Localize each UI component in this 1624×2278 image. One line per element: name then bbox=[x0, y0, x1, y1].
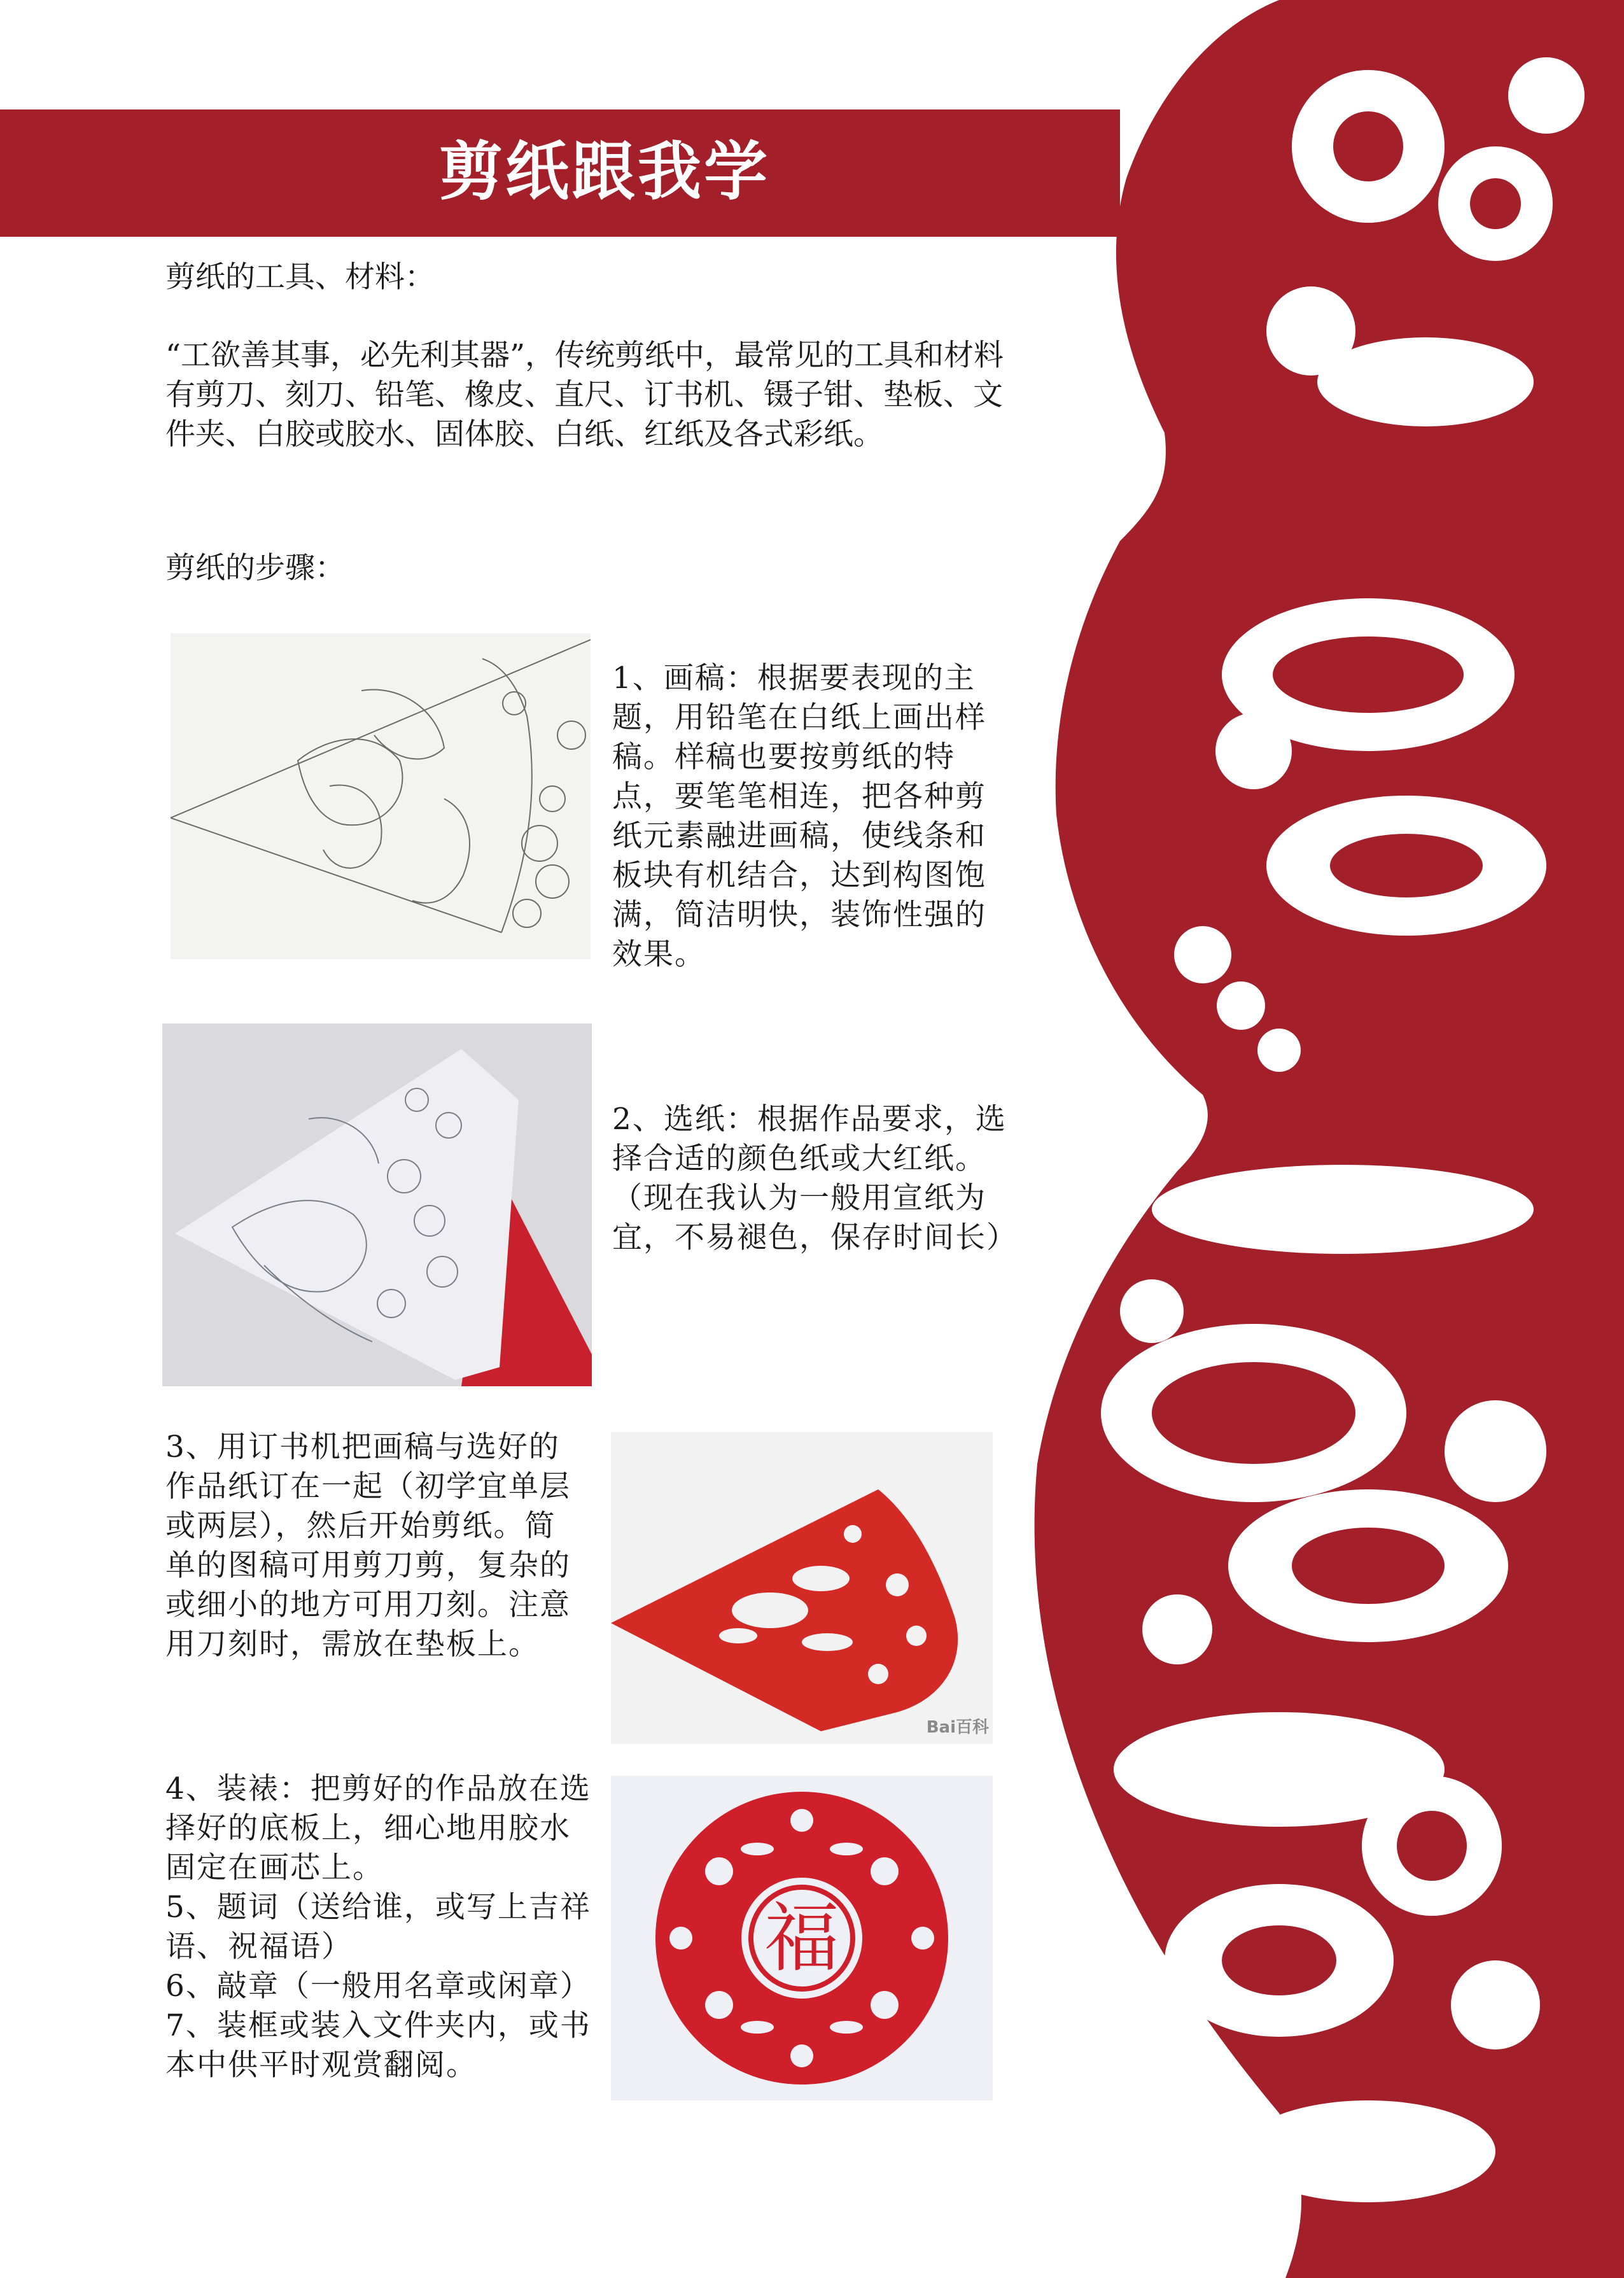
step-3-text: 3、用订书机把画稿与选好的作品纸订在一起（初学宜单层或两层），然后开始剪纸。简单的图稿可用剪刀剪，复杂的或细小的地方可用刀刻。注意用刀刻时，需放在垫板上。 bbox=[165, 1430, 571, 1662]
step-2-text: 2、选纸：根据作品要求，选择合适的颜色纸或大红纸。（现在我认为一般用宣纸为宜，不易褪色，保存时间长） bbox=[612, 1102, 1018, 1255]
step-5-line: 5、题词（送给谁，或写上吉祥语、祝福语） bbox=[165, 1890, 591, 1964]
tools-heading: 剪纸的工具、材料： bbox=[165, 260, 435, 295]
step-6-line: 6、敲章（一般用名章或闲章） bbox=[165, 1969, 591, 2004]
fu-character: 福 bbox=[764, 1894, 839, 1982]
red-papercut-fan-photo bbox=[611, 1432, 993, 1744]
step-7-line: 7、装框或装入文件夹内，或书本中供平时观赏翻阅。 bbox=[165, 2008, 591, 2083]
fu-papercut-photo bbox=[611, 1776, 993, 2100]
step-1-text: 1、画稿：根据要表现的主题，用铅笔在白纸上画出样稿。样稿也要按剪纸的特点，要笔笔相连，把各种剪纸元素融进画稿，使线条和板块有机结合，达到构图饱满，简洁明快，装饰性强的效果。 bbox=[612, 661, 986, 972]
sketch-on-red-paper-photo bbox=[162, 1023, 592, 1386]
tools-paragraph: “工欲善其事，必先利其器”，传统剪纸中，最常见的工具和材料有剪刀、刻刀、铅笔、橡皮、直尺、订书机、镊子钳、垫板、文件夹、白胶或胶水、固体胶、白纸、红纸及各式彩纸。 bbox=[165, 338, 1004, 452]
steps-4-7-text bbox=[165, 1769, 598, 2085]
baidu-watermark: Bai百科 bbox=[926, 1718, 989, 1737]
pencil-sketch-photo bbox=[171, 633, 591, 959]
page-title: 剪纸跟我学 bbox=[439, 134, 770, 209]
steps-heading: 剪纸的步骤： bbox=[165, 551, 345, 586]
step-4-line: 4、装裱：把剪好的作品放在选择好的底板上，细心地用胶水固定在画芯上。 bbox=[165, 1771, 591, 1885]
papercut-vase-decoration bbox=[1012, 0, 1624, 2278]
